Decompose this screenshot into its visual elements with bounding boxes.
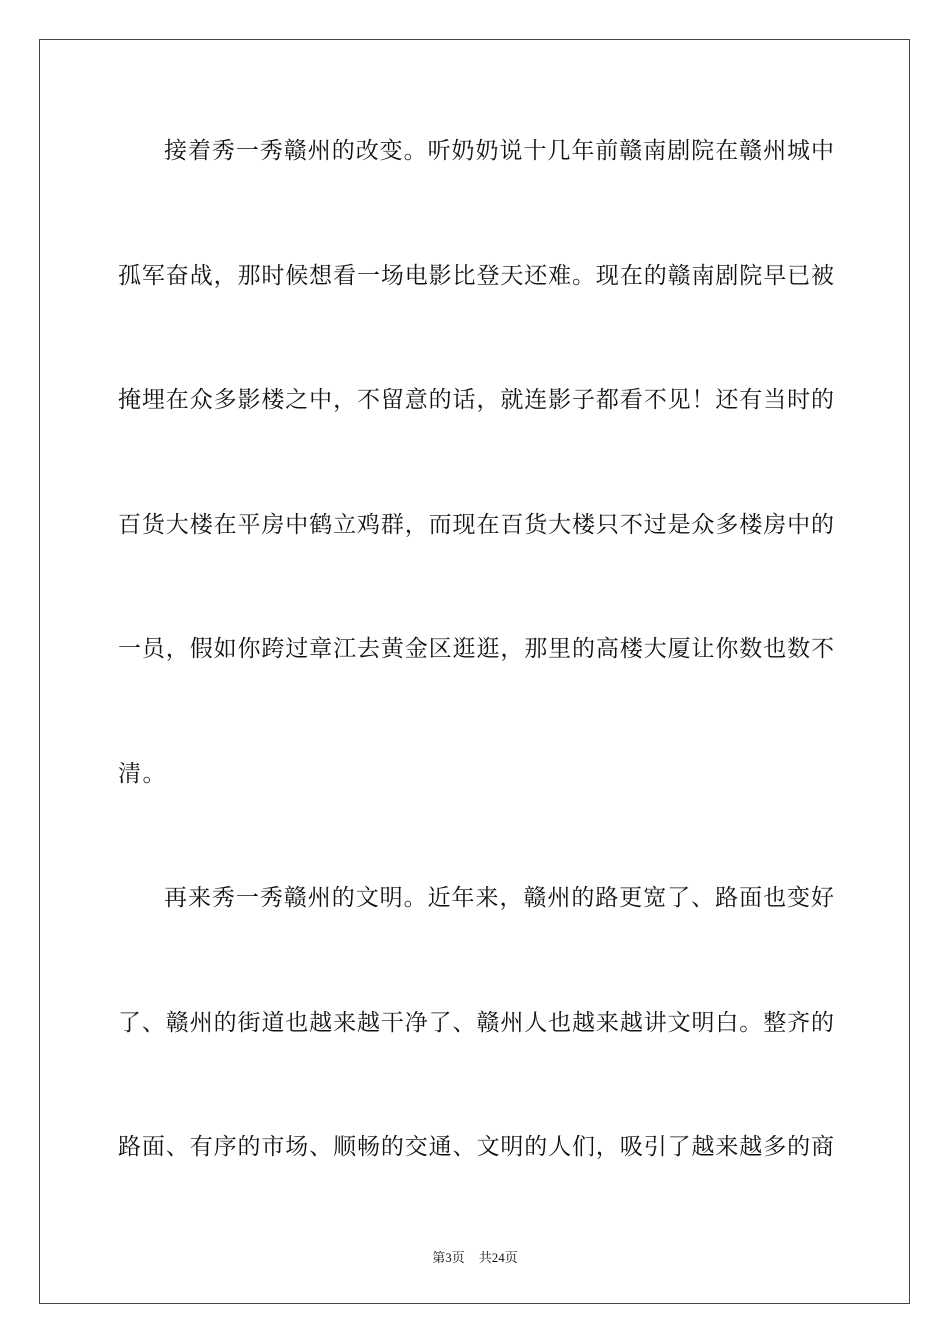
page-total: 共24页 (478, 1250, 518, 1265)
paragraph-line: 掩埋在众多影楼之中，不留意的话，就连影子都看不见！还有当时的 (118, 387, 834, 413)
page-footer (0, 1249, 950, 1267)
paragraph-line: 了、赣州的街道也越来越干净了、赣州人也越来越讲文明白。整齐的 (118, 1010, 834, 1036)
paragraph-line: 路面、有序的市场、顺畅的交通、文明的人们，吸引了越来越多的商 (118, 1134, 834, 1160)
paragraph-line: 清。 (118, 761, 167, 787)
paragraph-line: 再来秀一秀赣州的文明。近年来，赣州的路更宽了、路面也变好 (164, 885, 834, 911)
page-number: 第3页 (432, 1250, 465, 1265)
paragraph-line: 百货大楼在平房中鹤立鸡群，而现在百货大楼只不过是众多楼房中的 (118, 512, 834, 538)
paragraph-line: 孤军奋战，那时候想看一场电影比登天还难。现在的赣南剧院早已被 (118, 263, 834, 289)
paragraph-line: 接着秀一秀赣州的改变。听奶奶说十几年前赣南剧院在赣州城中 (164, 138, 834, 164)
paragraph-line: 一员，假如你跨过章江去黄金区逛逛，那里的高楼大厦让你数也数不 (118, 636, 834, 662)
page-frame (39, 39, 910, 1304)
